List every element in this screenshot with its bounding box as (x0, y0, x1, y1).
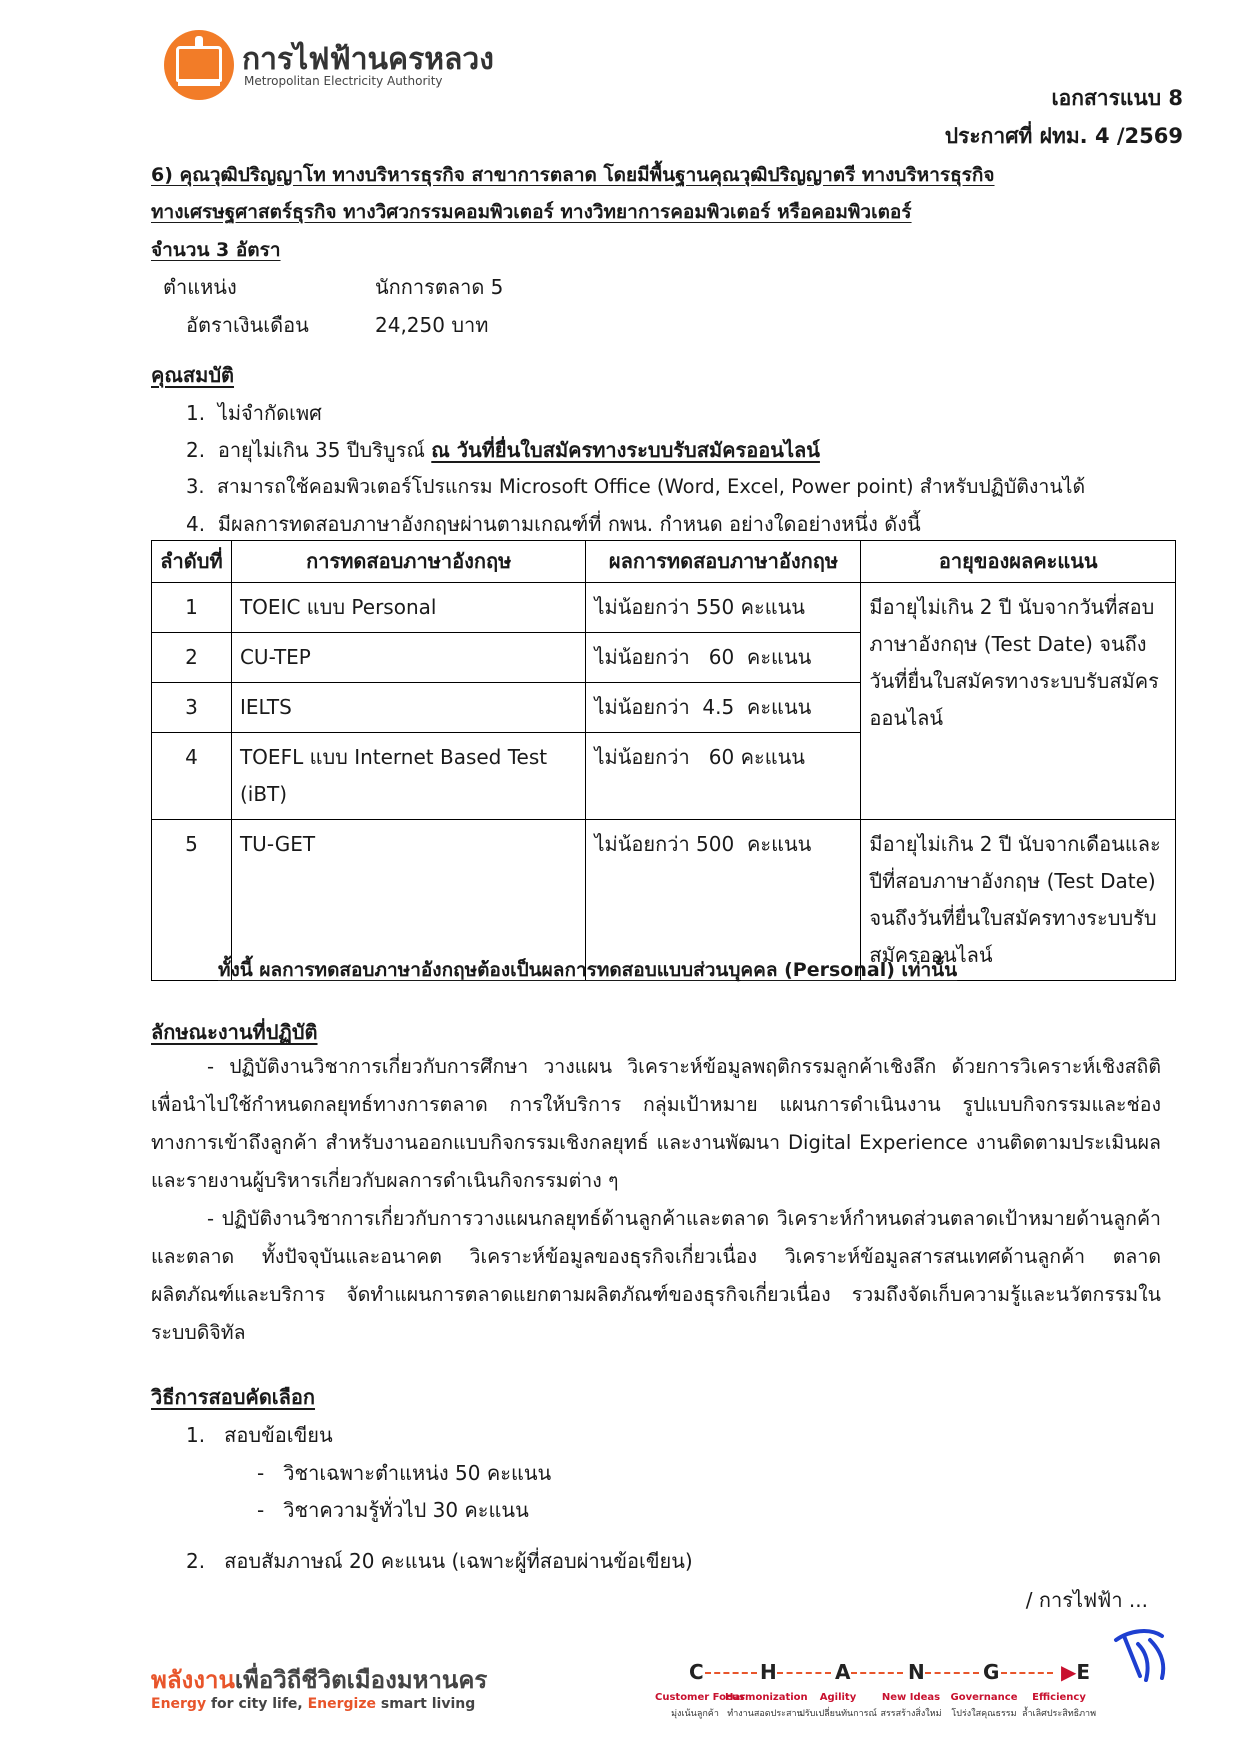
announcement-number: ประกาศที่ ฝทม. 4 /2569 (944, 124, 1183, 148)
change-letter-e: ▶E (1061, 1660, 1091, 1684)
change-subcaption: สรรสร้างสิ่งใหม่ (880, 1709, 942, 1719)
cell-test: TOEFL แบบ Internet Based Test (iBT) (231, 733, 586, 820)
change-subcaption: โปร่งใสคุณธรรม (951, 1709, 1017, 1719)
cell-no: 2 (152, 633, 232, 683)
change-subcaption: ปรับเปลี่ยนทันการณ์ (799, 1709, 877, 1719)
cell-no: 5 (152, 820, 232, 981)
cell-score: ไม่น้อยกว่า 550 คะแนน (586, 583, 861, 633)
org-name-en: Metropolitan Electricity Authority (244, 74, 443, 88)
col-header-score: ผลการทดสอบภาษาอังกฤษ (586, 541, 861, 583)
selection-sub-general: - วิชาความรู้ทั่วไป 30 คะแนน (257, 1498, 529, 1522)
change-caption: Harmonization (725, 1692, 808, 1703)
position-value: นักการตลาด 5 (375, 275, 504, 299)
cell-score: ไม่น้อยกว่า 4.5 คะแนน (586, 683, 861, 733)
change-caption: Customer Focus (655, 1692, 745, 1703)
mea-logo (164, 30, 234, 100)
list-item: 4. มีผลการทดสอบภาษาอังกฤษผ่านตามเกณฑ์ที่ กพน. กำหนด อย่างใดอย่างหนึ่ง ดังนี้ (186, 512, 921, 536)
table-header-row (152, 541, 1176, 583)
change-letter-h: H (760, 1660, 777, 1684)
selection-item-written: 1. สอบข้อเขียน (186, 1423, 333, 1447)
change-caption: New Ideas (881, 1692, 941, 1703)
signature-mark-icon (1110, 1626, 1172, 1686)
change-subcaption: ล้ำเลิศประสิทธิภาพ (1021, 1709, 1097, 1719)
cell-validity: มีอายุไม่เกิน 2 ปี นับจากวันที่สอบภาษาอังกฤษ (Test Date) จนถึงวันที่ยื่นใบสมัครทางระบบรับสมัครออนไลน์ (861, 583, 1176, 820)
table-note: ทั้งนี้ ผลการทดสอบภาษาอังกฤษต้องเป็นผลการทดสอบแบบส่วนบุคคล (Personal) เท่านั้น (218, 959, 958, 981)
change-letter-c: C (689, 1660, 704, 1684)
cell-no: 4 (152, 733, 232, 820)
list-item: 1. ไม่จำกัดเพศ (186, 401, 322, 425)
english-test-table (151, 540, 1176, 981)
footer-slogan-th: พลังงานเพื่อวิถีชีวิตเมืองมหานคร (151, 1666, 488, 1694)
change-letter-a: A (835, 1660, 851, 1684)
cell-score: ไม่น้อยกว่า 500 คะแนน (586, 820, 861, 981)
cell-no: 1 (152, 583, 232, 633)
change-caption: Governance (950, 1692, 1018, 1703)
change-caption: Agility (819, 1692, 857, 1703)
duties-title: ลักษณะงานที่ปฏิบัติ (151, 1020, 318, 1044)
table-row (152, 583, 1176, 633)
change-caption: Efficiency (1032, 1692, 1086, 1703)
selection-sub-specific: - วิชาเฉพาะตำแหน่ง 50 คะแนน (257, 1461, 552, 1485)
list-item: 3. สามารถใช้คอมพิวเตอร์โปรแกรม Microsoft Office (Word, Excel, Power point) สำหรับปฏิบัติงานได้ (186, 475, 1086, 498)
change-subcaption: ทำงานสอดประสาน (727, 1709, 803, 1719)
qualification-line-1: 6) คุณวุฒิปริญญาโท ทางบริหารธุรกิจ สาขาการตลาด โดยมีพื้นฐานคุณวุฒิปริญญาตรี ทางบริหารธุรกิจ (151, 164, 995, 186)
doc-attachment-id: เอกสารแนบ 8 (1051, 86, 1183, 110)
position-count: จำนวน 3 อัตรา (151, 239, 281, 261)
change-values-bar (655, 1660, 1125, 1740)
footer-slogan-en: Energy for city life, Energize smart living (151, 1696, 476, 1712)
salary-label: อัตราเงินเดือน (186, 313, 309, 337)
cell-test: IELTS (231, 683, 586, 733)
col-header-validity: อายุของผลคะแนน (861, 541, 1176, 583)
cell-validity: มีอายุไม่เกิน 2 ปี นับจากเดือนและปีที่สอบภาษาอังกฤษ (Test Date) จนถึงวันที่ยื่นใบสมัครทางระบบรับสมัครออนไลน์ (861, 820, 1176, 981)
selection-title: วิธีการสอบคัดเลือก (151, 1385, 316, 1409)
cell-score: ไม่น้อยกว่า 60 คะแนน (586, 633, 861, 683)
cell-test: CU-TEP (231, 633, 586, 683)
selection-item-interview: 2. สอบสัมภาษณ์ 20 คะแนน (เฉพาะผู้ที่สอบผ่านข้อเขียน) (186, 1549, 693, 1573)
position-label: ตำแหน่ง (163, 275, 237, 299)
col-header-test: การทดสอบภาษาอังกฤษ (231, 541, 586, 583)
change-letter-g: G (983, 1660, 1000, 1684)
cell-test: TU-GET (231, 820, 586, 981)
change-subcaption: มุ่งเน้นลูกค้า (671, 1709, 719, 1719)
duties-paragraph-2: - ปฏิบัติงานวิชาการเกี่ยวกับการวางแผนกลยุทธ์ด้านลูกค้าและตลาด วิเคราะห์กำหนดส่วนตลาดเป้าหมายด้านลูกค้าและตลาด ทั้งปัจจุบันและอนาคต วิเคราะห์ข้อมูลของธุรกิจเกี่ยวเนื่อง วิเคราะห์ข้อมูลสารสนเทศด้านลูกค้า ตลาด ผลิตภัณฑ์และบริการ จัดทำแผนการตลาดแยกตามผลิตภัณฑ์ของธุรกิจเกี่ยวเนื่อง รวมถึงจัดเก็บความรู้และนวัตกรรมในระบบดิจิทัล (151, 1207, 1161, 1344)
continued-marker: / การไฟฟ้า ... (1025, 1588, 1148, 1612)
salary-value: 24,250 บาท (375, 313, 489, 337)
cell-test: TOEIC แบบ Personal (231, 583, 586, 633)
properties-title: คุณสมบัติ (151, 363, 235, 387)
qualification-line-2: ทางเศรษฐศาสตร์ธุรกิจ ทางวิศวกรรมคอมพิวเตอร์ ทางวิทยาการคอมพิวเตอร์ หรือคอมพิวเตอร์ (151, 201, 912, 223)
duties-paragraph-1: - ปฏิบัติงานวิชาการเกี่ยวกับการศึกษา วางแผน วิเคราะห์ข้อมูลพฤติกรรมลูกค้าเชิงลึก ด้วยการวิเคราะห์เชิงสถิติ เพื่อนำไปใช้กำหนดกลยุทธ์ทางการตลาด การให้บริการ กลุ่มเป้าหมาย แผนการดำเนินงาน รูปแบบกิจกรรมและช่องทางการเข้าถึงลูกค้า สำหรับงานออกแบบกิจกรรมเชิงกลยุทธ์ และงานพัฒนา Digital Experience งานติดตามประเมินผล และรายงานผู้บริหารเกี่ยวกับผลการดำเนินกิจกรรมต่าง ๆ (151, 1055, 1161, 1192)
change-letter-n: N (908, 1660, 925, 1684)
cell-no: 3 (152, 683, 232, 733)
cell-score: ไม่น้อยกว่า 60 คะแนน (586, 733, 861, 820)
col-header-no: ลำดับที่ (152, 541, 232, 583)
list-item: 2. อายุไม่เกิน 35 ปีบริบูรณ์ ณ วันที่ยื่นใบสมัครทางระบบรับสมัครออนไลน์ (186, 438, 820, 462)
org-name-th: การไฟฟ้านครหลวง (242, 42, 494, 77)
